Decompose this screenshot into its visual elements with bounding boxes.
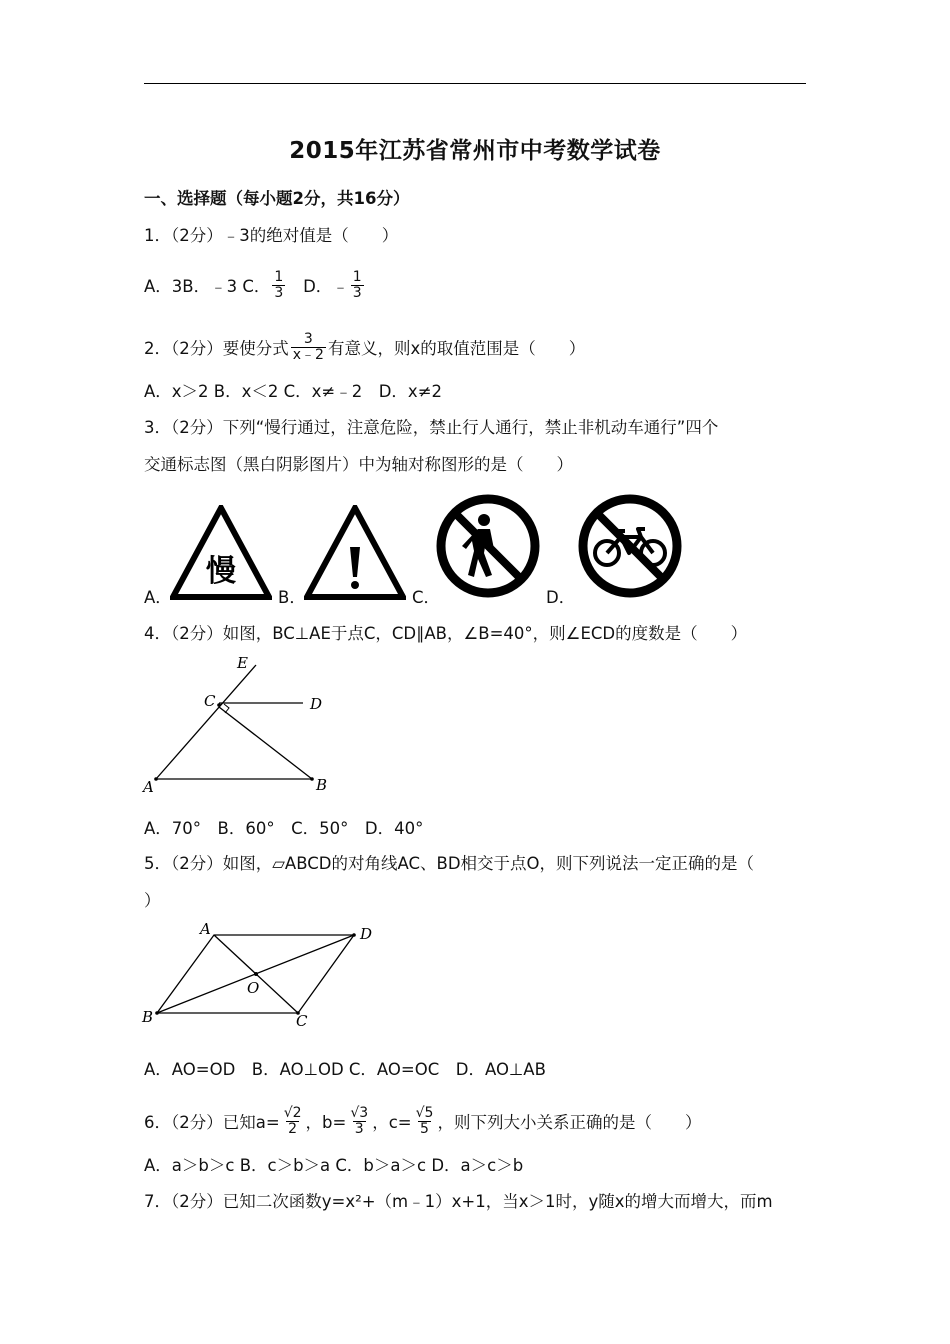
- question-6-stem: 6．（2分）已知a= $\frac{√2}{2}$ ，b= $\frac{√3}{3}$ ，c= $\frac{√5}{5}$ ，则下列大小关系正确的是（ ）: [144, 1105, 702, 1137]
- question-5-options: A．AO=OD B．AO⊥OD C．AO=OC D．AO⊥AB: [144, 1060, 546, 1079]
- q4-point-d-label: D: [310, 695, 323, 713]
- question-4-stem: 4．（2分）如图，BC⊥AE于点C，CD∥AB，∠B=40°，则∠ECD的度数是（ ）: [144, 624, 748, 643]
- q5-point-d-label: D: [360, 925, 373, 943]
- question-6-options: A．a＞b＞c B．c＞b＞a C．b＞a＞c D．a＞c＞b: [144, 1156, 524, 1175]
- q4-geometry-figure: [140, 652, 340, 800]
- question-5-stem-line2: ）: [144, 891, 161, 910]
- q5-parallelogram-figure: [140, 918, 380, 1030]
- q4-point-c-label: C: [204, 692, 216, 710]
- no-pedestrian-sign-icon: [434, 493, 542, 599]
- question-2-stem: 2．（2分）要使分式 $\frac{3}{x﹣2}$ 有意义，则x的取值范围是（ ）: [144, 331, 586, 363]
- q1-option-d: D．: [303, 277, 333, 296]
- question-1-options: A．3B．﹣3 C． $\frac{1}{3}$ D．﹣ $\frac{1}{3}$: [144, 269, 362, 301]
- q1-fraction-d: $\frac{1}{3}$: [352, 269, 362, 301]
- q1-option-a: A．3: [144, 277, 183, 296]
- question-3-stem-line1: 3．（2分）下列“慢行通过，注意危险，禁止行人通行，禁止非机动车通行”四个: [144, 418, 719, 437]
- section-heading: 一、选择题（每小题2分，共16分）: [144, 189, 410, 208]
- question-7-stem: 7．（2分）已知二次函数y=x²+（m﹣1）x+1，当x＞1时，y随x的增大而增大，而m: [144, 1192, 773, 1211]
- header-rule: [144, 83, 806, 84]
- q4-point-a-label: A: [143, 778, 154, 796]
- question-4-options: A．70° B．60° C．50° D．40°: [144, 819, 424, 838]
- q5-point-b-label: B: [142, 1008, 154, 1026]
- q1-option-c: C．: [242, 277, 271, 296]
- question-3-stem-line2: 交通标志图（黑白阴影图片）中为轴对称图形的是（ ）: [144, 455, 573, 474]
- slow-sign-icon: [170, 505, 272, 600]
- q4-point-e-label: E: [237, 654, 248, 672]
- q6-fraction-b: $\frac{√3}{3}$: [350, 1105, 369, 1137]
- q1-option-b: B．﹣3: [182, 277, 238, 296]
- page-title: 2015年江苏省常州市中考数学试卷: [289, 138, 661, 164]
- slow-sign-char: 慢: [206, 554, 236, 589]
- q3-label-d: D．: [546, 588, 576, 607]
- q3-label-a: A．: [144, 588, 172, 607]
- q2-fraction: $\frac{3}{x﹣2}$: [292, 331, 324, 363]
- danger-sign-icon: [304, 505, 406, 600]
- q5-point-c-label: C: [296, 1012, 308, 1030]
- q6-fraction-c: $\frac{√5}{5}$: [415, 1105, 434, 1137]
- q3-label-c: C．: [412, 588, 441, 607]
- no-bicycle-sign-icon: [575, 493, 685, 599]
- q5-point-o-label: O: [247, 979, 260, 997]
- q5-point-a-label: A: [200, 920, 211, 938]
- q3-label-b: B．: [278, 588, 306, 607]
- q6-fraction-a: $\frac{√2}{2}$: [283, 1105, 302, 1137]
- question-2-options: A．x＞2 B．x＜2 C．x≠﹣2 D．x≠2: [144, 382, 443, 401]
- question-1-stem: 1．（2分）﹣3的绝对值是（ ）: [144, 226, 399, 245]
- question-5-stem-line1: 5．（2分）如图，▱ABCD的对角线AC、BD相交于点O，则下列说法一定正确的是（: [144, 854, 755, 873]
- q1-fraction-c: $\frac{1}{3}$: [274, 269, 284, 301]
- q4-point-b-label: B: [316, 776, 328, 794]
